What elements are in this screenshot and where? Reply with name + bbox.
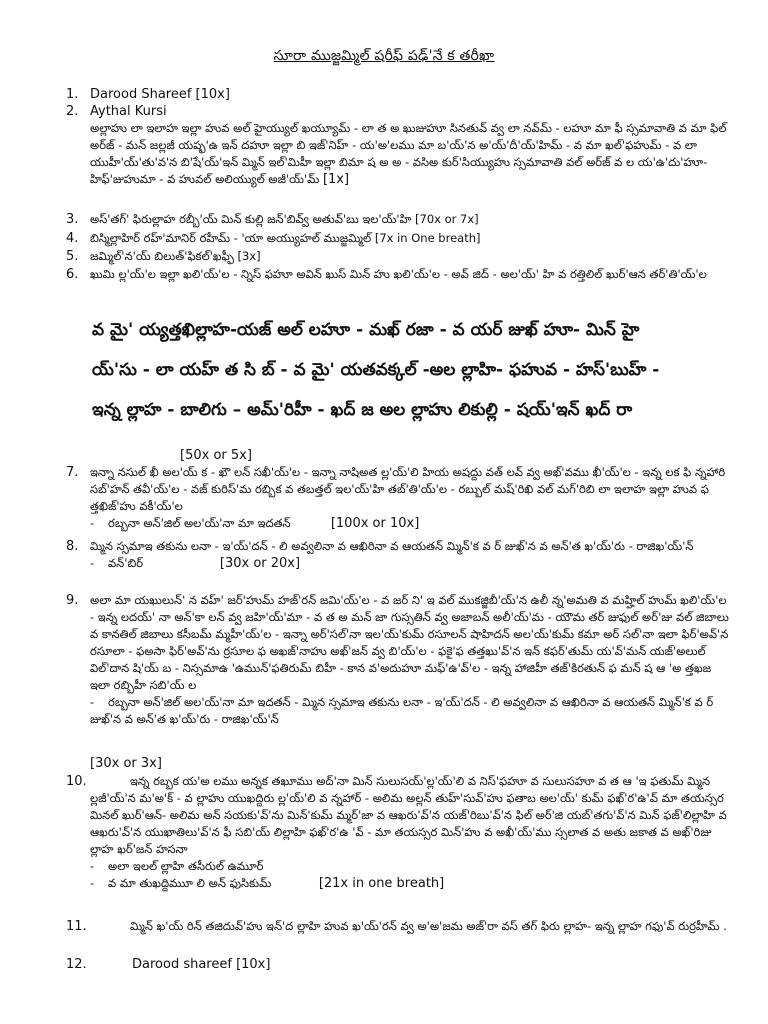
item-number: 1. [66, 87, 79, 102]
list-item-10 [66, 773, 730, 892]
sub-line: - అలా ఇలల్ ల్లాహి తసీరుల్ ఉమూర్ [90, 859, 264, 873]
page-title: సూరా ముజ్జమ్మిల్ షరీఫ్ పఢ్'నే క తరీఖా [273, 48, 495, 64]
list-item-1 [66, 86, 730, 103]
item-number: 4. [66, 231, 79, 246]
repeat-count: [1x] [322, 172, 350, 187]
repeat-count: [21x in one breath] [318, 876, 445, 891]
list-item-4 [66, 230, 730, 247]
item-body: అల్లాహు లా ఇలాహ ఇల్లా హువ అల్ హైయ్యుల్ ఖయ్యూమ్ - లా త అ ఖుజుహూ సినతువ్ వ్వ లా నవ్‌మ్ - లహూ మా ఫీ స్సమావాతి వ మా ఫిల్ అర్‌జ్ - మన్ జల్లజీ యష్ఫ'ఉ ఇన్ దహూ ఇల్లా బి ఇజ్'నిహ్ - య'అ'లము మా బ'య్'న అ'య్'దీ'య్'హిమ్ - వ మా ఖల్'ఫహుమ్ - వ లా యుహీ'య్'తు'వ'న బి'షే'య్'ఇన్ మ్మిన్ ఇల్'మిహీ ఇల్లా బిమా ష అ అ - వసిఅ కుర్'సియ్యుహు స్సమావాతి వల్ అర్‌జ్ వ ల య'ఉ'దు'హూ- హిఫ్'జుహుమా - వ హువల్ అలియ్యుల్ అజీ'య్'మ్ [90, 121, 731, 186]
list-item-2 [66, 103, 730, 188]
sub-text: వన్'బిర్ [108, 556, 144, 570]
item-body: మ్మిన స్సమాఇ తకును లనా - ఇ'య్'దన్ - లి అవ్వలినా వ ఆఖిరినా వ ఆయతన్ మ్మిన్'క వ ర్ జుఖ్'న వ అన్'త ఖ'య్'రు - రాజిఖ'య్'న్ [90, 539, 694, 553]
list-item-7 [66, 464, 730, 532]
list-item-11 [66, 918, 730, 935]
item-9-repeat-count: [30x or 3x] [90, 756, 162, 771]
item-number: 6. [66, 267, 79, 282]
dua-repeat-count: [50x or 5x] [180, 448, 252, 463]
item-number: 3. [66, 212, 79, 227]
dua-line-1: వ మై' య్యత్తఖిల్లాహ-యజ్ అల్ లహూ - మఖ్ రజా - వ యర్ జుఖ్ హూ- మిన్ హై [92, 320, 640, 340]
item-body: మ్మిన్ ఖ'య్ రిన్ తజిదువ్'హు ఇన్'ద ల్లాహి హువ ఖ'య్'రన్ వ్వ అ'అ'జమ అజ్'రా వస్ తగ్ ఫిరు ల్లాహ- ఇన్న ల్లాహ గఫు'వ్ రుర్రహీమ్ . [130, 919, 727, 933]
repeat-count: [100x or 10x] [330, 516, 420, 531]
sub-line: - వన్'బిర్ [30x or 20x] [90, 556, 301, 571]
item-heading: Darood shareef [10x] [132, 957, 271, 972]
sub-line: - రబ్బనా అన్'జిల్ అల'య్'నా మా ఇదతన్ - మ్మిన స్సమాఇ తకును లనా - ఇ'య్'దన్ - లి అవ్వలినా వ ఆఖిరినా వ ఆయతన్ మ్మిన్'క వ ర్ జుఖ్'న వ అన్'త ఖ'య్'రు - రాజిఖ'య్'న్ [90, 695, 714, 726]
item-body: అలా మా యఖులున్' న వహ్' జర్'హుమ్ హజ్'రన్ జమి'య్'ల - వ జర్ ని' ఇ వల్ ముకజ్జిబీ'య్'న ఉలీ న్న'అమతి వ మహ్హిల్ హుమ్ ఖలి'య్'ల - ఇన్న లదయ్' నా అన్'కా లన్ వ్వ జహి'య్'మా - వ త అ మన్ జా గుస్సతిన్ వ్వ అజాబన్ అలీ'య్'మ - యౌమ తర్ జుఫుల్ అర్'జు వల్ జిబాలు వ కానతిల్ జిబాలు కసీబమ్ మ్మహీ'య్'ల - ఇన్నా అర్'సల్'నా ఇల'య్'కుమ్ రసూలన్ షాహిదన్ అల'య్'కుమ్ కమా అర్ సల్'నా ఇలా ఫిర్'అవ్'న రసూలా - ఫఅసా ఫిర్'అవ్'ను ర్రసూల ఫ అఖజ్'నాహు అఖ్'జన్ వ్వ బి'య్'ల - ఫకై'ఫ తత్తఖు'వ్'న ఇన్ కఫర్'తుమ్ య'వ్'మన్ యజ్'అలుల్ విల్'దాన షి'య్ బ - నిస్సమాఉ 'ఉమున్'ఫతిరుమ్ బిహీ - కాన వ'అదుహూ మఫ్'ఉ'వ్'ల - ఇన్న హాజిహీ తజ్'కిరతున్ ఫ మన్ ష ఆ 'అ త్తఖజ ఇలా రబ్బిహీ సబి'య్ ల [90, 593, 733, 692]
sub-text: రబ్బనా అన్'జిల్ అల'య్'నా మా ఇదతన్ - మ్మిన స్సమాఇ తకును లనా - ఇ'య్'దన్ - లి అవ్వలినా వ ఆఖిరినా వ ఆయతన్ మ్మిన్'క వ ర్ జుఖ్'న వ అన్'త ఖ'య్'రు - రాజిఖ'య్'న్ [90, 695, 714, 726]
item-number: 5. [66, 249, 79, 264]
repeat-count: [30x or 20x] [219, 556, 301, 571]
item-text [90, 120, 730, 188]
item-number: 2. [66, 104, 79, 119]
list-item-9 [66, 592, 733, 728]
item-heading: Aythal Kursi [90, 104, 167, 119]
sub-text: అలా ఇలల్ ల్లాహి తసీరుల్ ఉమూర్ [108, 859, 264, 873]
item-heading: జమ్మిల్'న'య్ బిలుత్'ఫికల్'ఖఫ్ఫీ [3x] [90, 249, 261, 263]
list-item-5 [66, 248, 730, 265]
item-number: 7. [66, 465, 79, 480]
sub-text: రబ్బనా అన్'జిల్ అల'య్'నా మా ఇదతన్ [108, 516, 291, 530]
item-heading: ఖుమి ల్ల'య్'ల ఇల్లా ఖలి'య్'ల - న్నిస్ ఫహూ అవిన్ ఖుస్ మిన్ హు ఖలి'య్'ల - అవ్ జిద్ - అల'య్' హి వ రత్తిలిల్ ఖుర్'ఆన తర్'తి'య్'ల [90, 267, 707, 281]
item-heading: బిస్మిల్లాహిర్ రహ్'మానిర్ రహీమ్ - 'యా అయ్యుహల్ ముజ్జమ్మిల్ [7x in One breath] [90, 231, 481, 245]
dua-line-3: ఇన్న ల్లాహ - బాలిగు – అమ్'రిహీ - ఖద్ జ అల ల్లాహు లికుల్లి - షయ్'ఇన్ ఖద్ రా [92, 400, 633, 420]
sub-line: - వ మా తుఖద్దిముూ లి అన్ ఫుసికుమ్ [21x in one breath] [90, 876, 445, 891]
item-heading: Darood Shareef [10x] [90, 87, 230, 102]
item-number: 9. [66, 593, 79, 608]
list-item-6 [66, 266, 730, 283]
sub-line: - రబ్బనా అన్'జిల్ అల'య్'నా మా ఇదతన్ [100x or 10x] [90, 516, 420, 531]
item-number: 8. [66, 539, 79, 554]
item-body: ఇన్నా నసుల్ ఖీ అల'య్ క - ఖౌ లన్ సఖీ'య్'ల - ఇన్నా నాషిఅత ల్ల'య్'లి హియ అషద్దు వత్ లవ్ వ్వ అఖ్'వము ఖీ'య్'ల - ఇన్న లక ఫి న్నహారి సబ్'హన్ తవీ'య్'ల - వజ్ కురిస్'మ రబ్బిక వ తబత్తల్ ఇల'య్'హి తబ్'తి'య్'ల - రబ్బుల్ మష్'రిఖి వల్ మగ్'రిబి లా ఇలాహ ఇల్లా హువ ఫ త్తఖిజ్'హు వకీ'య్'ల [90, 465, 729, 513]
item-heading: అస్'తగ్' ఫిరుల్లాహ రబ్బీ'య్ మిన్ కుల్లి జన్'బివ్వ్ అతువ్'బు ఇల'య్'హి [70x or 7x] [90, 212, 479, 226]
sub-text: వ మా తుఖద్దిముూ లి అన్ ఫుసికుమ్ [108, 876, 272, 890]
item-number: 11. [66, 919, 87, 934]
item-number: 10. [66, 774, 87, 789]
item-body: ఇన్న రబ్బక య'అ లము అన్నక తఖూము అద్'నా మిన్ సులుసయ్'ల్ల'య్'లి వ నిస్'ఫహూ వ సులుసహూ వ త ఆ 'ఇ ఫతుమ్ మ్మిన ల్లజీ'య్'న మ'అ'క్ - వ ల్లాహు యుఖద్దిరు ల్ల'య్'లి వ న్నహార్ - అలిమ అల్లన్ తుహ్'సువ్'హు ఫతాబ అల'య్' కుమ్ ఫఖ్'ర'ఉ'వ్ మా తయస్సర మినల్ ఖుర్'ఆన్- అలిమ అన్ సయకు'వ్'ను మిన్'కుమ్ మ్మర్'జా వ ఆఖరు'వ్'న యజ్'రిబు'వ్'న ఫిల్ అర్'జి యబ్'తగు'వ్'న మిన్ ఫజ్'లిల్లాహి వ ఆఖరు'వ్'న యుఖాతిలు'వ్'న ఫీ సబి'య్ లిల్లాహి ఫఖ్'ర'ఉ 'వ్ - మా తయస్సర మిన్'హు వ అఖీ'య్'ము స్సలాత వ అతు జకాత వ అఖ్'రిజు ల్లాహ ఖర్'జన్ హసనా [90, 774, 731, 856]
list-item-3 [66, 211, 730, 228]
list-item-8 [66, 538, 730, 572]
item-number: 12. [66, 957, 87, 972]
list-item-12 [66, 956, 730, 973]
dua-line-2: య్'సు - లా యహ్ త సి బ్ - వ మై' యతవక్కల్ -అల ల్లాహి- ఫహువ - హస్'బుహ్ - [92, 360, 660, 380]
